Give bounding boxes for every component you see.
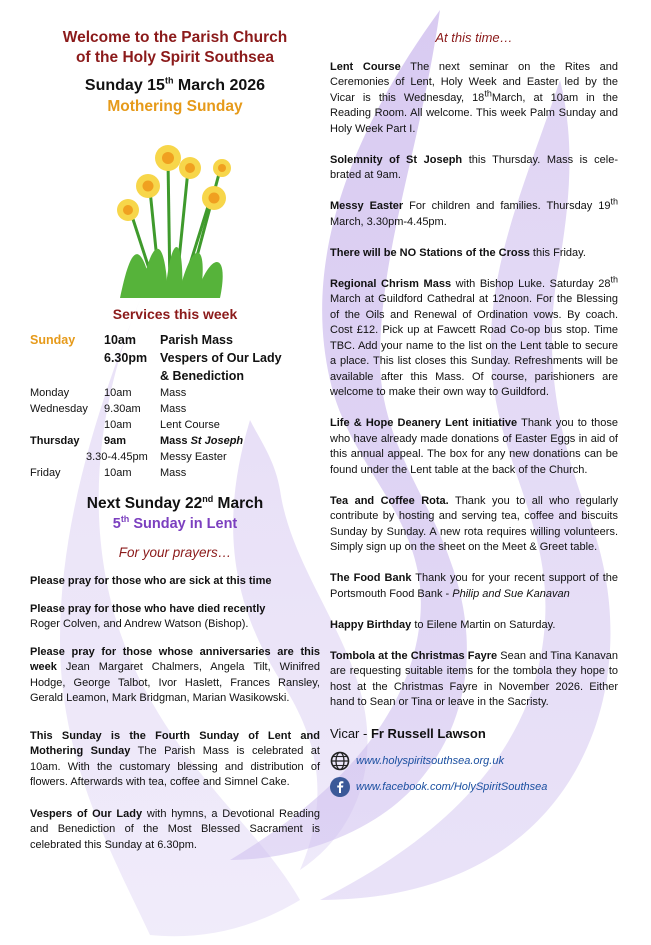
service-row: 6.30pm Vespers of Our Lady [104, 351, 282, 365]
facebook-url[interactable]: www.facebook.com/HolySpiritSouthsea [356, 781, 548, 793]
notice-messy-easter: Messy Easter For children and families. Thursday 19th March, 3.30pm-4.45pm. [330, 196, 618, 228]
notice-birthday: Happy Birthday to Eilene Martin on Saturday. [330, 618, 556, 631]
service-date: Sunday 15th March 2026 [84, 75, 266, 94]
notice-chrism-mass: Regional Chrism Mass with Bishop Luke. Saturday 28th March at Guildford Cathedral at 12noon. For the Blessing of the Oils and Renewal of Ordination vows. By coach. Cost £12. Pick up at Fawcett Road Co-op bus stop. Time TBC. Add your name to the list on the Lent table to secure a place. This list closes this Sunday. Refreshments will be available after this Mass. Of course, parishioners are welcome to make their own way to Guildford. [330, 273, 618, 398]
website-link-row[interactable] [330, 751, 618, 771]
services-heading: Services this week [112, 306, 238, 322]
notice-st-joseph: Solemnity of St Joseph this Thursday. Mass is cele-brated at 9am. [330, 153, 618, 181]
prayer-anniversaries: Please pray for those whose anniversaries are this week Jean Margaret Chalmers, Angela Tilt, Winifred Hodge, George Talbot, Ivor Haslett, Frances Ransley, Gerald Leamon, Mark Bridgman, Marian Wasikowski. [30, 645, 320, 704]
daffodil-illustration [110, 130, 240, 298]
service-row: Thursday 9am Mass St Joseph [30, 435, 244, 447]
service-row: Monday 10am Mass [30, 387, 187, 399]
notice-vespers: Vespers of Our Lady with hymns, a Devotional Reading and Benediction of the Most Blessed Sacrament is celebrated this Sunday at 6.30pm. [30, 807, 321, 851]
notice-stations: There will be NO Stations of the Cross this Friday. [330, 246, 586, 259]
service-row: Wednesday 9.30am Mass [30, 403, 187, 415]
church-title: Welcome to the Parish Church of the Holy Spirit Southsea [62, 29, 288, 66]
contact-links [330, 751, 618, 797]
notice-lent-course: Lent Course The next seminar on the Rites and Ceremonies of Lent, Holy Week and Easter led by the Vicar is this Wednesday, 18thMarch, at 10am in the Reading Room. All welcome. This week Palm Sunday and Holy Week Part I. [330, 60, 619, 135]
notice-tea-rota: Tea and Coffee Rota. Thank you to all who regularly contribute by hosting and serving tea, coffee and biscuits Sunday by Sunday. A new rota requires willing volunteers. Simply sign up on the sheet on the Meet & Greet table. [330, 494, 618, 553]
services-table [30, 331, 320, 481]
prayer-sick: Please pray for those who are sick at this time [30, 575, 272, 587]
prayers-heading: For your prayers… [118, 545, 232, 560]
service-row: & Benediction [160, 369, 245, 383]
service-row: Sunday 10am Parish Mass [30, 333, 233, 347]
service-row: Friday 10am Mass [30, 467, 187, 479]
facebook-icon [330, 777, 350, 797]
prayer-departed: Please pray for those who have died recently Roger Colven, and Andrew Watson (Bishop). [30, 602, 266, 630]
service-row: 10am Lent Course [104, 419, 220, 431]
left-column [30, 28, 320, 853]
next-sunday: Next Sunday 22nd March [86, 493, 264, 512]
notice-life-hope: Life & Hope Deanery Lent initiative Thank you to those who have already made donations of Easter Eggs in aid of this annual appeal. The box for any new donations can be found under the Lent table at the back of the Church. [330, 417, 618, 476]
notice-fourth-sunday: This Sunday is the Fourth Sunday of Lent and Mothering Sunday The Parish Mass is celebrated at 10am. With the customary blessing and distribution of flowers. Afterwards with tea, coffee and Simnel Cake. [30, 729, 320, 788]
next-sunday-feast: 5th Sunday in Lent [112, 514, 238, 532]
vicar-line: Vicar - Fr Russell Lawson [330, 726, 486, 741]
globe-icon [330, 751, 350, 771]
notice-tombola: Tombola at the Christmas Fayre Sean and Tina Kanavan are requesting suitable items for the tombola they hope to host at the Christmas Fayre in November 2026. Either hand to Sean or Tina or leave in the Sacristy. [330, 649, 618, 708]
website-url[interactable]: www.holyspiritsouthsea.org.uk [356, 755, 504, 767]
service-row: 3.30-4.45pm Messy Easter [86, 451, 227, 463]
feast-name: Mothering Sunday [107, 98, 243, 115]
right-column [330, 30, 618, 803]
facebook-link-row[interactable] [330, 777, 618, 797]
at-this-time-heading: At this time… [435, 30, 513, 45]
notice-food-bank: The Food Bank Thank you for your recent support of the Portsmouth Food Bank - Philip and Sue Kanavan [330, 572, 618, 600]
